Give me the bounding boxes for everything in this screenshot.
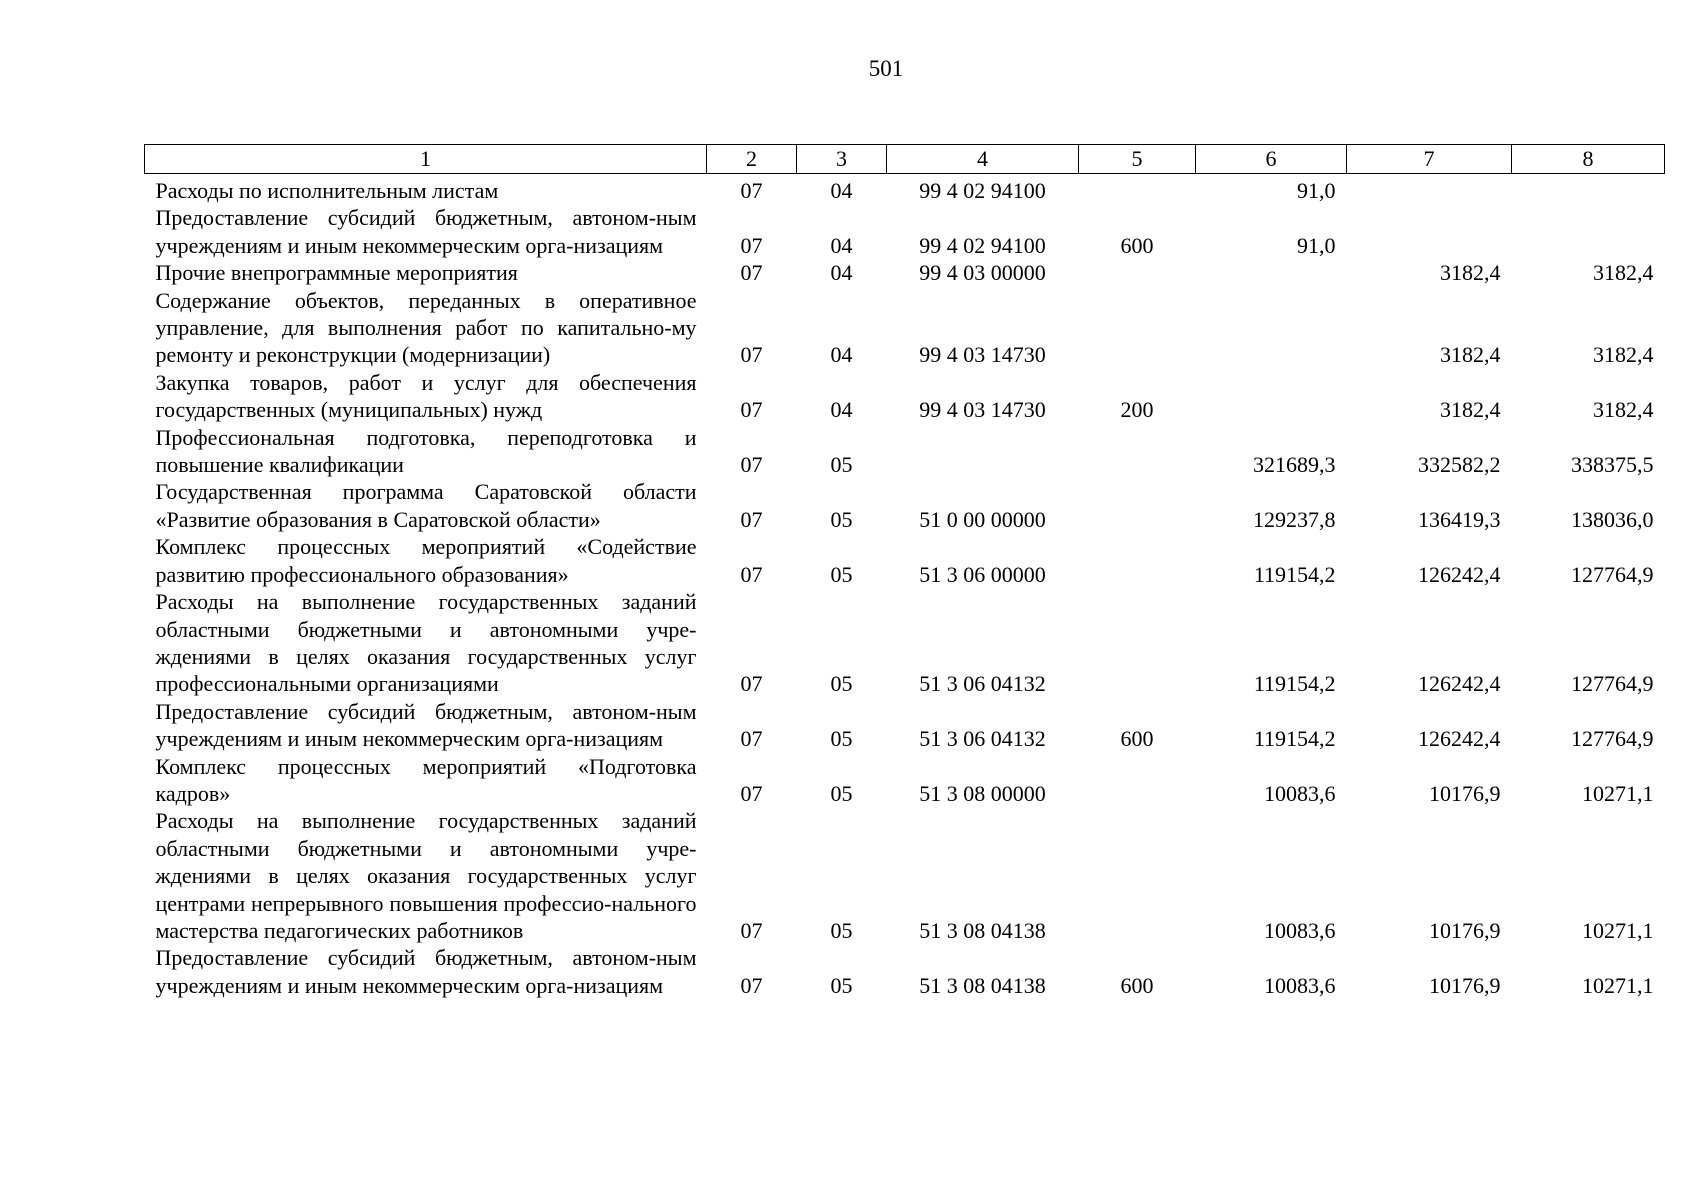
row-col-5 <box>1079 287 1196 369</box>
row-col-8: 3182,4 <box>1593 397 1654 423</box>
row-col-3: 05 <box>830 506 853 532</box>
row-col-6: 119154,2 <box>1253 726 1336 752</box>
header-col-7: 7 <box>1347 145 1512 174</box>
row-col-2: 07 <box>740 342 763 368</box>
row-name: Государственная программа Саратовской области «Развитие образования в Саратовской области» <box>155 479 697 532</box>
row-col-8 <box>1512 174 1665 205</box>
row-col-3: 05 <box>830 917 853 943</box>
row-col-4: 99 4 02 94100 <box>919 178 1046 203</box>
row-col-4 <box>887 424 1079 479</box>
row-col-7: 3182,4 <box>1440 397 1501 423</box>
row-col-5: 200 <box>1120 397 1154 423</box>
row-col-8: 3182,4 <box>1593 260 1654 286</box>
row-col-4: 99 4 03 14730 <box>919 342 1046 368</box>
row-col-6: 119154,2 <box>1253 561 1336 587</box>
row-col-7 <box>1347 174 1512 205</box>
header-row <box>145 145 1665 174</box>
row-col-2: 07 <box>740 260 763 286</box>
row-col-3: 04 <box>830 232 853 258</box>
row-col-6: 10083,6 <box>1264 972 1336 998</box>
row-col-8: 338375,5 <box>1571 452 1654 478</box>
row-col-8: 127764,9 <box>1571 561 1654 587</box>
table-row <box>145 533 1665 588</box>
row-col-5: 600 <box>1120 232 1154 258</box>
table-row <box>145 753 1665 808</box>
row-col-6: 91,0 <box>1297 178 1336 203</box>
row-col-4: 51 0 00 00000 <box>919 506 1046 532</box>
row-col-8: 10271,1 <box>1582 917 1654 943</box>
row-col-7: 126242,4 <box>1418 561 1501 587</box>
header-col-4: 4 <box>887 145 1079 174</box>
row-col-3: 04 <box>830 397 853 423</box>
row-col-2: 07 <box>740 917 763 943</box>
header-col-8: 8 <box>1512 145 1665 174</box>
row-name: Профессиональная подготовка, переподготовка и повышение квалификации <box>155 424 697 478</box>
row-col-7: 10176,9 <box>1429 972 1501 998</box>
row-col-4: 99 4 03 14730 <box>919 397 1046 423</box>
row-col-3: 05 <box>830 452 853 478</box>
row-col-3: 04 <box>830 178 853 203</box>
row-col-8: 127764,9 <box>1571 726 1654 752</box>
row-col-6: 321689,3 <box>1253 452 1336 478</box>
row-col-5 <box>1079 478 1196 533</box>
row-col-2: 07 <box>740 397 763 423</box>
row-col-6 <box>1196 287 1347 369</box>
row-name: Предоставление субсидий бюджетным, автоном-ным учреждениям и иным некоммерческим орга-низациям <box>155 698 697 752</box>
row-name: Комплекс процессных мероприятий «Содействие развитию профессионального образования» <box>155 534 697 587</box>
row-name: Содержание объектов, переданных в оперативное управление, для выполнения работ по капитально-му ремонту и реконструкции (модернизации) <box>155 287 697 368</box>
header-col-6: 6 <box>1196 145 1347 174</box>
table-row <box>145 478 1665 533</box>
row-name: Закупка товаров, работ и услуг для обеспечения государственных (муниципальных) нужд <box>155 369 697 423</box>
row-name: Расходы на выполнение государственных заданий областными бюджетными и автономными учре-ждениями в целях оказания государственных услуг центрами непрерывного повышения профессио-нального мастерства педагогических работников <box>155 808 697 943</box>
row-col-2: 07 <box>740 726 763 752</box>
row-col-5: 600 <box>1120 972 1154 998</box>
row-col-4: 51 3 08 04138 <box>919 917 1046 943</box>
row-name: Прочие внепрограммные мероприятия <box>155 260 518 286</box>
row-col-5 <box>1079 753 1196 808</box>
row-col-3: 05 <box>830 671 853 697</box>
row-col-3: 05 <box>830 972 853 998</box>
row-col-4: 51 3 08 00000 <box>919 780 1046 806</box>
table-body <box>145 174 1665 1000</box>
row-col-3: 04 <box>830 342 853 368</box>
row-col-2: 07 <box>740 452 763 478</box>
row-col-8 <box>1512 204 1665 259</box>
header-col-5: 5 <box>1079 145 1196 174</box>
row-col-3: 05 <box>830 726 853 752</box>
table-row <box>145 807 1665 944</box>
row-col-4: 51 3 06 00000 <box>919 561 1046 587</box>
row-col-7: 10176,9 <box>1429 780 1501 806</box>
row-col-5 <box>1079 424 1196 479</box>
row-col-6: 119154,2 <box>1253 671 1336 697</box>
row-col-3: 04 <box>830 260 853 286</box>
row-name: Расходы по исполнительным листам <box>155 178 499 203</box>
row-col-2: 07 <box>740 561 763 587</box>
row-col-4: 99 4 02 94100 <box>919 232 1046 258</box>
table-row <box>145 369 1665 424</box>
table-header <box>145 145 1665 174</box>
row-col-7: 126242,4 <box>1418 671 1501 697</box>
row-col-2: 07 <box>740 178 763 203</box>
row-col-8: 10271,1 <box>1582 972 1654 998</box>
row-col-3: 05 <box>830 780 853 806</box>
row-col-4: 51 3 06 04132 <box>919 726 1046 752</box>
row-col-7: 3182,4 <box>1440 342 1501 368</box>
budget-table <box>144 144 1665 999</box>
row-col-6 <box>1196 369 1347 424</box>
row-name: Комплекс процессных мероприятий «Подготовка кадров» <box>155 753 697 806</box>
row-col-2: 07 <box>740 671 763 697</box>
header-col-1: 1 <box>145 145 707 174</box>
header-col-3: 3 <box>797 145 887 174</box>
row-col-5 <box>1079 533 1196 588</box>
page-number: 501 <box>868 56 904 81</box>
row-col-5 <box>1079 588 1196 698</box>
row-col-5: 600 <box>1120 726 1154 752</box>
table-row <box>145 204 1665 259</box>
row-col-4: 51 3 06 04132 <box>919 671 1046 697</box>
row-col-6: 10083,6 <box>1264 917 1336 943</box>
table-row <box>145 698 1665 753</box>
row-name: Предоставление субсидий бюджетным, автоном-ным учреждениям и иным некоммерческим орга-низациям <box>155 945 697 998</box>
row-col-5 <box>1079 259 1196 286</box>
row-col-5 <box>1079 807 1196 944</box>
row-col-2: 07 <box>740 506 763 532</box>
row-col-6 <box>1196 259 1347 286</box>
row-col-7 <box>1347 204 1512 259</box>
row-col-7: 3182,4 <box>1440 260 1501 286</box>
row-name: Расходы на выполнение государственных заданий областными бюджетными и автономными учре-ждениями в целях оказания государственных услуг профессиональными организациями <box>155 589 697 697</box>
row-col-7: 136419,3 <box>1418 506 1501 532</box>
row-col-2: 07 <box>740 780 763 806</box>
row-col-6: 129237,8 <box>1253 506 1336 532</box>
row-col-6: 91,0 <box>1297 232 1336 258</box>
table-row <box>145 174 1665 205</box>
table-row <box>145 259 1665 286</box>
table-row <box>145 588 1665 698</box>
row-col-8: 10271,1 <box>1582 780 1654 806</box>
row-col-4: 99 4 03 00000 <box>919 260 1046 286</box>
row-col-7: 10176,9 <box>1429 917 1501 943</box>
row-col-8: 127764,9 <box>1571 671 1654 697</box>
row-col-7: 126242,4 <box>1418 726 1501 752</box>
row-name: Предоставление субсидий бюджетным, автоном-ным учреждениям и иным некоммерческим орга-низациям <box>155 205 697 258</box>
table-row <box>145 424 1665 479</box>
table-row <box>145 287 1665 369</box>
row-col-7: 332582,2 <box>1418 452 1501 478</box>
row-col-6: 10083,6 <box>1264 780 1336 806</box>
row-col-3: 05 <box>830 561 853 587</box>
row-col-8: 3182,4 <box>1593 342 1654 368</box>
row-col-5 <box>1079 174 1196 205</box>
row-col-2: 07 <box>740 972 763 998</box>
row-col-4: 51 3 08 04138 <box>919 972 1046 998</box>
row-col-8: 138036,0 <box>1571 506 1654 532</box>
row-col-2: 07 <box>740 232 763 258</box>
header-col-2: 2 <box>707 145 797 174</box>
table-row <box>145 944 1665 999</box>
